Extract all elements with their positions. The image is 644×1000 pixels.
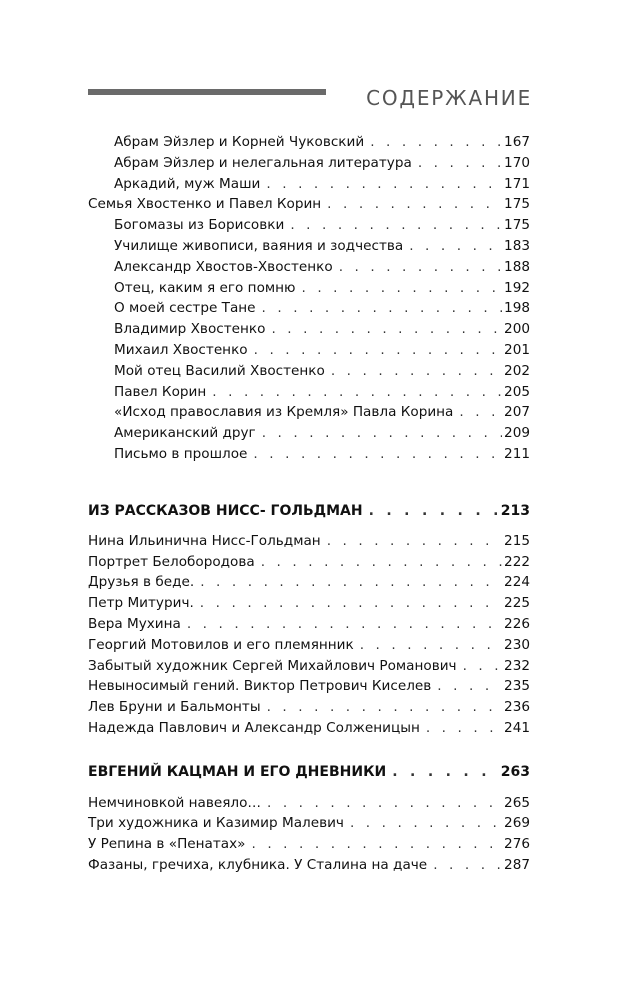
toc-section-heading[interactable] <box>88 761 530 783</box>
toc-entry-page: 170 <box>504 155 530 171</box>
dot-leader <box>426 717 502 739</box>
toc-entry[interactable] <box>88 812 530 834</box>
dot-leader <box>409 235 502 257</box>
dot-leader <box>360 634 502 656</box>
dot-leader <box>200 571 502 593</box>
toc-entry-title: Надежда Павлович и Александр Солженицын <box>88 720 420 736</box>
toc-entry-page: 265 <box>504 795 530 811</box>
toc-entry-page: 225 <box>504 595 530 611</box>
toc-entry[interactable] <box>114 318 530 340</box>
toc-entry[interactable] <box>114 235 530 257</box>
dot-leader <box>327 193 502 215</box>
toc-entry-title: О моей сестре Тане <box>114 300 256 316</box>
dot-leader <box>253 443 502 465</box>
dot-leader <box>254 339 502 361</box>
toc-entry[interactable] <box>114 297 530 319</box>
toc-entry-page: 201 <box>504 342 530 358</box>
toc-entry[interactable] <box>88 696 530 718</box>
toc-entry-title: Лев Бруни и Бальмонты <box>88 699 261 715</box>
toc-entry[interactable] <box>88 634 530 656</box>
dot-leader <box>212 381 502 403</box>
toc-entry-page: 241 <box>504 720 530 736</box>
toc-entry[interactable] <box>88 854 530 876</box>
toc-entry-title: Петр Митурич. <box>88 595 194 611</box>
toc-entry[interactable] <box>114 360 530 382</box>
toc-entry-title: Павел Корин <box>114 384 207 400</box>
toc-entry[interactable] <box>88 655 530 677</box>
toc-section-page: 213 <box>500 503 530 519</box>
toc-entry[interactable] <box>88 571 530 593</box>
toc-entry-title: Богомазы из Борисовки <box>114 217 285 233</box>
toc-entry-title: Фазаны, гречиха, клубника. У Сталина на даче <box>88 857 428 873</box>
toc-section-title: ЕВГЕНИЙ КАЦМАН И ЕГО ДНЕВНИКИ <box>88 764 387 780</box>
dot-leader <box>290 214 502 236</box>
toc-entry-title: У Репина в «Пенатах» <box>88 836 246 852</box>
toc-entry-title: Абрам Эйзлер и Корней Чуковский <box>114 134 365 150</box>
toc-entry-title: Невыносимый гений. Виктор Петрович Киселев <box>88 678 432 694</box>
dot-leader <box>327 530 502 552</box>
toc-entry-title: Михаил Хвостенко <box>114 342 248 358</box>
dot-leader <box>262 422 502 444</box>
page-title: СОДЕРЖАНИЕ <box>366 86 532 110</box>
dot-leader <box>433 854 502 876</box>
toc-section-page: 263 <box>500 764 530 780</box>
toc-entry[interactable] <box>88 193 530 215</box>
toc-entry[interactable] <box>88 613 530 635</box>
toc-entry-page: 200 <box>504 321 530 337</box>
dot-leader <box>437 675 502 697</box>
dot-leader <box>370 131 502 153</box>
toc-entry-page: 232 <box>504 658 530 674</box>
toc-entry-title: Отец, каким я его помню <box>114 280 296 296</box>
toc-entry-title: Нина Ильинична Нисс-Гольдман <box>88 533 321 549</box>
toc-entry-title: Забытый художник Сергей Михайлович Романович <box>88 658 457 674</box>
toc-entry[interactable] <box>114 131 530 153</box>
toc-entry[interactable] <box>114 339 530 361</box>
toc-entry[interactable] <box>88 551 530 573</box>
toc-entry-page: 276 <box>504 836 530 852</box>
dot-leader <box>331 360 502 382</box>
dot-leader <box>261 551 502 573</box>
toc-entry-page: 235 <box>504 678 530 694</box>
toc-entry-page: 230 <box>504 637 530 653</box>
toc-entry-page: 287 <box>504 857 530 873</box>
dot-leader <box>392 761 499 783</box>
toc-entry-page: 167 <box>504 134 530 150</box>
toc-entry-title: Немчиновкой навеяло… <box>88 795 261 811</box>
toc-entry-page: 207 <box>504 404 530 420</box>
toc-entry[interactable] <box>114 401 530 423</box>
dot-leader <box>267 792 502 814</box>
dot-leader <box>266 173 502 195</box>
toc-entry-page: 209 <box>504 425 530 441</box>
toc-entry[interactable] <box>114 443 530 465</box>
toc-entry-page: 202 <box>504 363 530 379</box>
toc-entry-title: Мой отец Василий Хвостенко <box>114 363 325 379</box>
toc-entry-title: Владимир Хвостенко <box>114 321 266 337</box>
dot-leader <box>350 812 502 834</box>
toc-entry-page: 269 <box>504 815 530 831</box>
toc-entry-page: 222 <box>504 554 530 570</box>
toc-entry-page: 224 <box>504 574 530 590</box>
toc-entry[interactable] <box>88 592 530 614</box>
toc-section-title: ИЗ РАССКАЗОВ НИСС- ГОЛЬДМАН <box>88 503 363 519</box>
toc-entry-title: Американский друг <box>114 425 256 441</box>
toc-entry-title: Училище живописи, ваяния и зодчества <box>114 238 404 254</box>
toc-entry-page: 215 <box>504 533 530 549</box>
toc-entry-title: Аркадий, муж Маши <box>114 176 261 192</box>
dot-leader <box>187 613 502 635</box>
dot-leader <box>252 833 503 855</box>
toc-entry[interactable] <box>88 833 530 855</box>
toc-entry-page: 183 <box>504 238 530 254</box>
toc-entry[interactable] <box>114 173 530 195</box>
toc-entry-title: «Исход православия из Кремля» Павла Корина <box>114 404 454 420</box>
dot-leader <box>200 592 502 614</box>
toc-entry-page: 236 <box>504 699 530 715</box>
toc-entry[interactable] <box>88 717 530 739</box>
toc-entry[interactable] <box>88 530 530 552</box>
toc-entry-title: Вера Мухина <box>88 616 181 632</box>
toc-entry-page: 192 <box>504 280 530 296</box>
toc-entry[interactable] <box>114 381 530 403</box>
toc-entry-page: 226 <box>504 616 530 632</box>
dot-leader <box>267 696 502 718</box>
dot-leader <box>418 152 502 174</box>
toc-entry[interactable] <box>114 256 530 278</box>
dot-leader <box>262 297 503 319</box>
dot-leader <box>271 318 502 340</box>
dot-leader <box>369 500 499 522</box>
toc-section-heading[interactable] <box>88 500 530 522</box>
toc-entry-title: Три художника и Казимир Малевич <box>88 815 344 831</box>
toc-entry-page: 211 <box>504 446 530 462</box>
toc-entry-title: Семья Хвостенко и Павел Корин <box>88 196 322 212</box>
toc-entry-title: Друзья в беде. <box>88 574 195 590</box>
toc-entry[interactable] <box>88 675 530 697</box>
toc-entry-page: 205 <box>504 384 530 400</box>
toc-entry[interactable] <box>114 152 530 174</box>
toc-entry[interactable] <box>88 792 530 814</box>
toc-entry[interactable] <box>114 422 530 444</box>
toc-entry-page: 175 <box>504 196 530 212</box>
toc-entry-page: 188 <box>504 259 530 275</box>
toc-entry[interactable] <box>114 214 530 236</box>
toc-entry-title: Александр Хвостов-Хвостенко <box>114 259 333 275</box>
dot-leader <box>459 401 502 423</box>
toc-entry-title: Портрет Белобородова <box>88 554 255 570</box>
dot-leader <box>463 655 502 677</box>
toc-entry-page: 198 <box>504 300 530 316</box>
toc-entry-title: Георгий Мотовилов и его племянник <box>88 637 354 653</box>
dot-leader <box>301 277 502 299</box>
toc-entry-title: Абрам Эйзлер и нелегальная литература <box>114 155 412 171</box>
header-rule <box>88 89 326 95</box>
toc-entry-title: Письмо в прошлое <box>114 446 248 462</box>
toc-entry-page: 175 <box>504 217 530 233</box>
toc-entry-page: 171 <box>504 176 530 192</box>
dot-leader <box>339 256 502 278</box>
toc-entry[interactable] <box>114 277 530 299</box>
